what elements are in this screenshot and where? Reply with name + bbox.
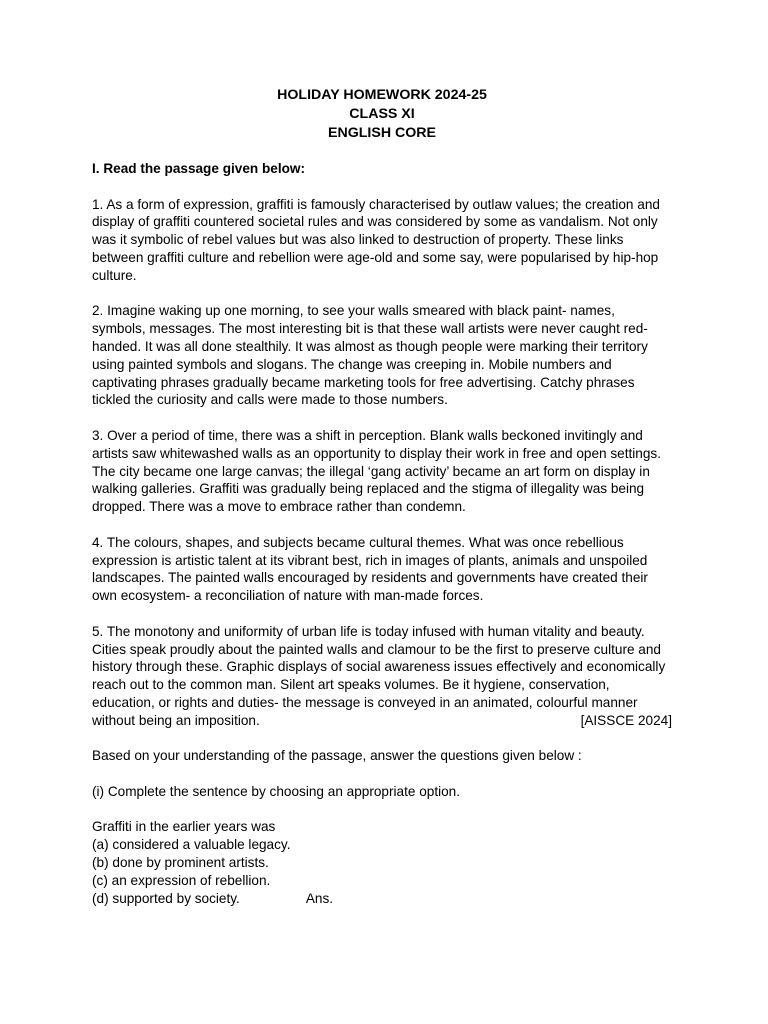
header-subject: ENGLISH CORE <box>328 125 436 141</box>
passage-paragraph-5 <box>92 623 672 730</box>
question-1-option-b: (b) done by prominent artists. <box>92 855 269 871</box>
passage-paragraph-2: 2. Imagine waking up one morning, to see your walls smeared with black paint- names, symbols, messages. The most interesting bit is that these wall artists were never caught red-handed. It was all done stealthily. It was almost as though people were marking their territory using painted symbols and slogans. The change was creeping in. Mobile numbers and captivating phrases gradually became marketing tools for free advertising. Catchy phrases tickled the curiosity and calls were made to those numbers. <box>92 303 648 408</box>
section-heading: I. Read the passage given below: <box>92 161 306 176</box>
question-1-option-c: (c) an expression of rebellion. <box>92 872 271 888</box>
header-title: HOLIDAY HOMEWORK 2024-25 <box>277 87 487 103</box>
answer-label: Ans. <box>305 890 334 906</box>
question-1-prompt: (i) Complete the sentence by choosing an appropriate option. <box>92 783 461 799</box>
document-page <box>92 86 672 907</box>
instructions-text: Based on your understanding of the passage, answer the questions given below : <box>92 748 582 764</box>
question-1-stem: Graffiti in the earlier years was <box>92 819 276 835</box>
passage-paragraph-4: 4. The colours, shapes, and subjects became cultural themes. What was once rebellious expression is artistic talent at its vibrant best, rich in images of plants, animals and unspoiled landscapes. The painted walls encouraged by residents and governments have created their own ecosystem- a reconciliation of nature with man-made forces. <box>92 534 648 604</box>
passage-paragraph-1: 1. As a form of expression, graffiti is famously characterised by outlaw values; the creation and display of graffiti countered societal rules and was considered by some as vandalism. Not only was it symbolic of rebel values but was also linked to destruction of property. These links between graffiti culture and rebellion were age-old and some say, were popularised by hip-hop culture. <box>92 196 660 283</box>
question-1-option-d-row <box>92 890 672 908</box>
passage-paragraph-3: 3. Over a period of time, there was a shift in perception. Blank walls beckoned invitingly and artists saw whitewashed walls as an opportunity to display their work in free and open settings. The city became one large canvas; the illegal ‘gang activity’ became an art form on display in walking galleries. Graffiti was gradually being replaced and the stigma of illegality was being dropped. There was a move to embrace rather than condemn. <box>92 427 661 515</box>
header-class: CLASS XI <box>349 106 415 122</box>
question-1-option-d: (d) supported by society. <box>92 890 240 906</box>
passage-paragraph-5-text: 5. The monotony and uniformity of urban life is today infused with human vitality and beauty. Cities speak proudly about the painted walls and clamour to be the first to preserve culture and history through these. Graphic displays of social awareness issues effectively and economically reach out to the common man. Silent art speaks volumes. Be it hygiene, conservation, education, or rights and duties- the message is conveyed in an animated, colourful manner without being an imposition. <box>92 623 666 728</box>
source-citation: [AISSCE 2024] <box>580 712 672 728</box>
document-header <box>92 86 672 143</box>
question-1-option-a: (a) considered a valuable legacy. <box>92 837 291 853</box>
question-1-block <box>92 818 672 907</box>
